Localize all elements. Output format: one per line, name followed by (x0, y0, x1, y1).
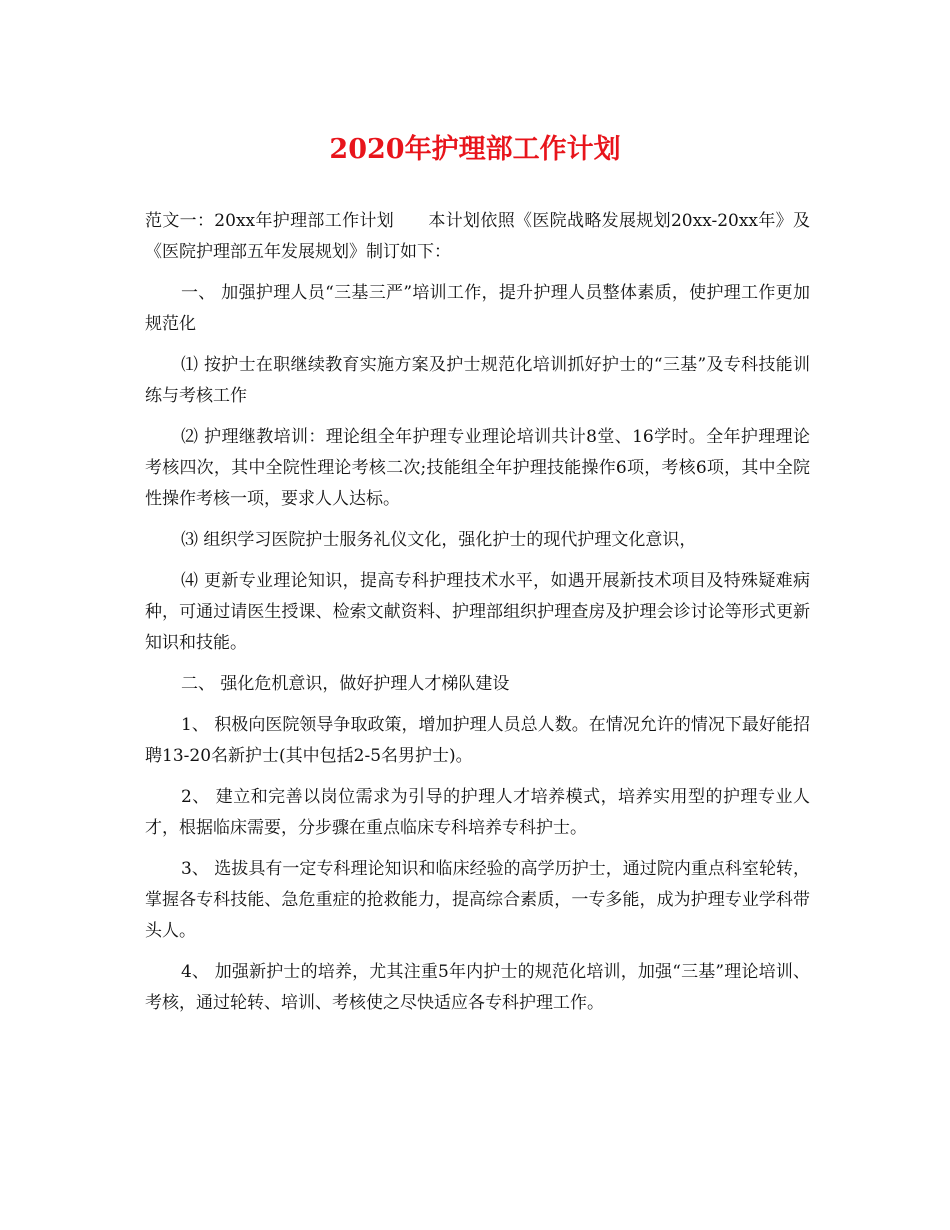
intro-paragraph (145, 206, 810, 268)
section-one-heading: 一、 加强护理人员“三基三严”培训工作，提升护理人员整体素质，使护理工作更加规范化 (145, 283, 810, 334)
section-two-heading: 二、 强化危机意识，做好护理人才梯队建设 (181, 674, 510, 694)
paragraph-point-3: 3、 选拔具有一定专科理论知识和临床经验的高学历护士，通过院内重点科室轮转，掌握各专科技能、急危重症的抢救能力，提高综合素质，一专多能，成为护理专业学科带头人。 (145, 859, 810, 941)
paragraph-item-3: ⑶ 组织学习医院护士服务礼仪文化，强化护士的现代护理文化意识， (181, 530, 697, 550)
document-body (145, 206, 810, 1029)
intro-text: 本计划依照《医院战略发展规划20xx-20xx年》及《医院护理部五年发展规划》制订如下： (145, 211, 810, 262)
paragraph-point-4: 4、 加强新护士的培养，尤其注重5年内护士的规范化培训，加强“三基”理论培训、考核，通过轮转、培训、考核使之尽快适应各专科护理工作。 (145, 962, 810, 1013)
paragraph-point-2: 2、 建立和完善以岗位需求为引导的护理人才培养模式，培养实用型的护理专业人才，根据临床需要，分步骤在重点临床专科培养专科护士。 (145, 787, 810, 838)
paragraph-item-2: ⑵ 护理继教培训：理论组全年护理专业理论培训共计8堂、16学时。全年护理理论考核四次，其中全院性理论考核二次;技能组全年护理技能操作6项，考核6项，其中全院性操作考核一项，要求人人达标。 (145, 427, 810, 509)
paragraph-item-1: ⑴ 按护士在职继续教育实施方案及护士规范化培训抓好护士的“三基”及专科技能训练与考核工作 (145, 355, 810, 406)
document-title: 2020年护理部工作计划 (329, 134, 621, 165)
paragraph-item-4: ⑷ 更新专业理论知识，提高专科护理技术水平，如遇开展新技术项目及特殊疑难病种，可通过请医生授课、检索文献资料、护理部组织护理查房及护理会诊讨论等形式更新知识和技能。 (145, 571, 810, 653)
paragraph-point-1: 1、 积极向医院领导争取政策，增加护理人员总人数。在情况允许的情况下最好能招聘13-20名新护士(其中包括2-5名男护士)。 (145, 715, 810, 766)
intro-heading: 范文一：20xx年护理部工作计划 (145, 211, 395, 231)
